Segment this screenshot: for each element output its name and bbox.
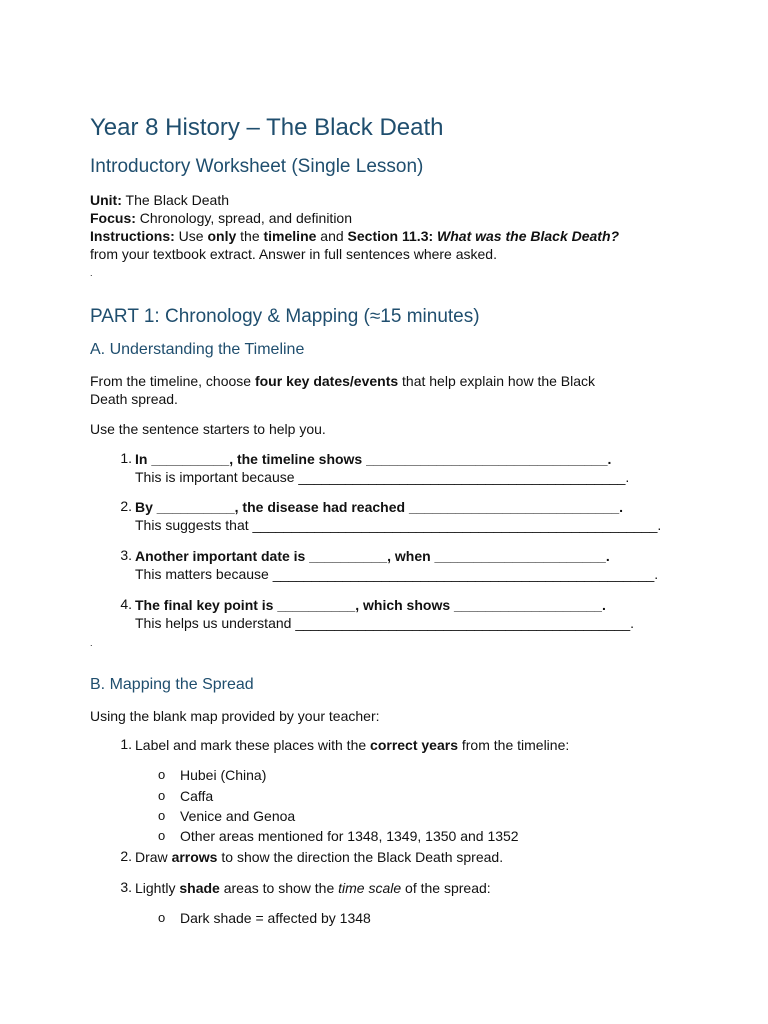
intro-text: From the timeline, choose <box>90 373 255 389</box>
task-text: from the timeline: <box>457 737 570 753</box>
instructions-text: the <box>236 228 264 244</box>
place-item: Caffa <box>180 788 214 804</box>
task-italic: time scale <box>338 880 402 896</box>
list-bullet: o <box>158 767 166 782</box>
unit-value: The Black Death <box>121 192 230 208</box>
list-bullet: o <box>158 788 166 803</box>
task-text: Lightly <box>135 880 180 896</box>
instructions-emphasis: timeline <box>263 228 317 244</box>
place-item: Hubei (China) <box>180 767 267 783</box>
place-item: Other areas mentioned for 1348, 1349, 1350 and 1352 <box>180 828 519 844</box>
section-a-intro <box>90 372 650 408</box>
task-text: of the spread: <box>401 880 491 896</box>
item-number: 1. <box>120 736 132 752</box>
intro-text: that help explain how the Black <box>398 373 596 389</box>
list-bullet: o <box>158 910 166 925</box>
intro-text: Death spread. <box>90 391 178 407</box>
map-task-3 <box>135 879 491 897</box>
map-task-1 <box>135 736 569 754</box>
paragraph-mark: . <box>90 268 93 278</box>
page-title: Year 8 History – The Black Death <box>90 114 444 141</box>
task-text: areas to show the <box>219 880 339 896</box>
instructions-text: and <box>316 228 348 244</box>
sentence-starter-4 <box>135 596 634 632</box>
starter-followup: This is important because __________________________________________. <box>135 469 630 485</box>
part1-heading: PART 1: Chronology & Mapping (≈15 minutes) <box>90 306 480 327</box>
instructions-line-2: from your textbook extract. Answer in full sentences where asked. <box>90 246 497 262</box>
starter-line: The final key point is __________, which shows ___________________. <box>135 597 606 613</box>
focus-value: Chronology, spread, and definition <box>135 210 352 226</box>
list-bullet: o <box>158 808 166 823</box>
item-number: 2. <box>120 498 132 514</box>
item-number: 3. <box>120 547 132 563</box>
section-b-intro: Using the blank map provided by your teacher: <box>90 708 380 724</box>
focus-line <box>90 209 690 227</box>
task-text: Draw <box>135 849 172 865</box>
instructions-line <box>90 227 690 245</box>
item-number: 2. <box>120 848 132 864</box>
instructions-question: What was the Black Death? <box>437 228 620 244</box>
section-b-heading: B. Mapping the Spread <box>90 676 254 693</box>
sentence-starter-3 <box>135 547 658 583</box>
instructions-text: Use <box>174 228 208 244</box>
item-number: 3. <box>120 879 132 895</box>
starter-line: By __________, the disease had reached ___________________________. <box>135 499 624 515</box>
shade-item: Dark shade = affected by 1348 <box>180 910 371 926</box>
starter-followup: This suggests that ____________________________________________________. <box>135 517 662 533</box>
starter-note: Use the sentence starters to help you. <box>90 421 326 437</box>
starter-followup: This matters because _________________________________________________. <box>135 566 659 582</box>
list-bullet: o <box>158 828 166 843</box>
instructions-label: Instructions: <box>90 228 175 244</box>
task-emphasis: correct years <box>370 737 458 753</box>
sentence-starter-2 <box>135 498 661 534</box>
task-text: Label and mark these places with the <box>135 737 371 753</box>
worksheet-meta <box>90 191 690 263</box>
place-item: Venice and Genoa <box>180 808 296 824</box>
instructions-section: Section 11.3: <box>347 228 434 244</box>
intro-emphasis: four key dates/events <box>254 373 399 389</box>
unit-line <box>90 191 690 209</box>
map-task-2 <box>135 848 503 866</box>
focus-label: Focus: <box>90 210 136 226</box>
task-emphasis: shade <box>179 880 220 896</box>
task-text: to show the direction the Black Death spread. <box>217 849 504 865</box>
unit-label: Unit: <box>90 192 122 208</box>
starter-line: Another important date is __________, when ______________________. <box>135 548 610 564</box>
starter-followup: This helps us understand ___________________________________________. <box>135 615 635 631</box>
item-number: 4. <box>120 596 132 612</box>
instructions-emphasis: only <box>207 228 237 244</box>
paragraph-mark: . <box>90 638 93 648</box>
item-number: 1. <box>120 450 132 466</box>
sentence-starter-1 <box>135 450 629 486</box>
section-a-heading: A. Understanding the Timeline <box>90 341 305 358</box>
task-emphasis: arrows <box>171 849 218 865</box>
starter-line: In __________, the timeline shows _______________________________. <box>135 451 612 467</box>
page-subtitle: Introductory Worksheet (Single Lesson) <box>90 156 424 177</box>
